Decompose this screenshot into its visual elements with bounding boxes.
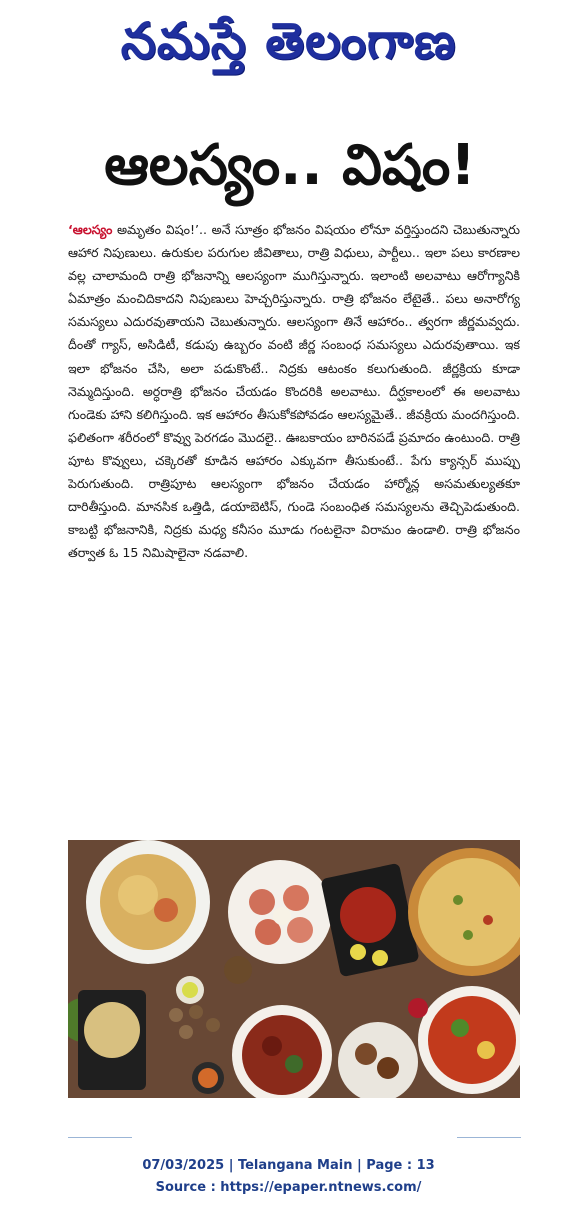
article-headline: ఆలస్యం.. విషం! [104, 133, 476, 198]
article-body [68, 218, 520, 828]
footer-rule-right [457, 1137, 521, 1138]
food-platter-photo [68, 840, 520, 1098]
footer-rule-left [68, 1137, 132, 1138]
article-paragraph [68, 218, 520, 564]
article-text: అమృతం విషం!’.. అనే సూత్రం భోజనం విషయం లోనూ వర్తిస్తుందని చెబుతున్నారు ఆహార నిపుణులు. ఉరుకుల పరుగుల జీవితాలు, రాత్రి విధులు, పార్టీలు.. ఇలా పలు కారణాల వల్ల చాలామంది రాత్రి భోజనాన్ని ఆలస్యంగా ముగిస్తున్నారు. ఇలాంటి అలవాటు ఆరోగ్యానికి ఏమాత్రం మంచిదికాదని నిపుణులు హెచ్చరిస్తున్నారు. రాత్రి భోజనం లేటైతే.. పలు అనారోగ్య సమస్యలు ఎదురవుతాయని చెబుతున్నారు. ఆలస్యంగా తినే ఆహారం.. త్వరగా జీర్ణమవ్వదు. దీంతో గ్యాస్, అసిడిటీ, కడుపు ఉబ్బరం వంటి జీర్ణ సంబంధ సమస్యలు ఎదురవుతాయి. ఇక ఇలా భోజనం చేసి, అలా పడుకొంటే.. నిద్రకు ఆటంకం కలుగుతుంది. జీర్ణక్రియ కూడా నెమ్మదిస్తుంది. అర్ధరాత్రి భోజనం చేయడం కొందరికి అలవాటు. దీర్ఘకాలంలో ఈ అలవాటు గుండెకు హాని కలిగిస్తుంది. ఇక ఆహారం తీసుకోకపోవడం ఆలస్యమైతే.. జీవక్రియ మందగిస్తుంది. ఫలితంగా శరీరంలో కొవ్వు పెరగడం మొదలై.. ఊబకాయం బారినపడే ప్రమాదం ఉంటుంది. రాత్రి పూట కొవ్వులు, చక్కెరతో కూడిన ఆహారం ఎక్కువగా తీసుకుంటే.. పేగు క్యాన్సర్ ముప్పు పెరుగుతుంది. రాత్రిపూట ఆలస్యంగా భోజనం చేయడం హార్మోన్ల అసమతుల్యతకూ దారితీస్తుంది. మానసిక ఒత్తిడి, డయాబెటిస్, గుండె సంబంధిత సమస్యలను తెచ్చిపెడుతుంది. కాబట్టి భోజనానికి, నిద్రకు మధ్య కనీసం మూడు గంటలైనా విరామం ఉండాలి. రాత్రి భోజనం తర్వాత ఓ 15 నిమిషాలైనా నడవాలి. [68, 222, 520, 561]
article-lead-word: ‘ఆలస్యం [68, 222, 113, 237]
newspaper-logo: నమస్తే తెలంగాణ [120, 12, 457, 70]
footer-source-link[interactable]: Source : https://epaper.ntnews.com/ [155, 1180, 422, 1195]
masthead [0, 6, 577, 76]
footer-edition-info: 07/03/2025 | Telangana Main | Page : 13 [142, 1158, 435, 1173]
food-photo-illustration [68, 840, 520, 1098]
